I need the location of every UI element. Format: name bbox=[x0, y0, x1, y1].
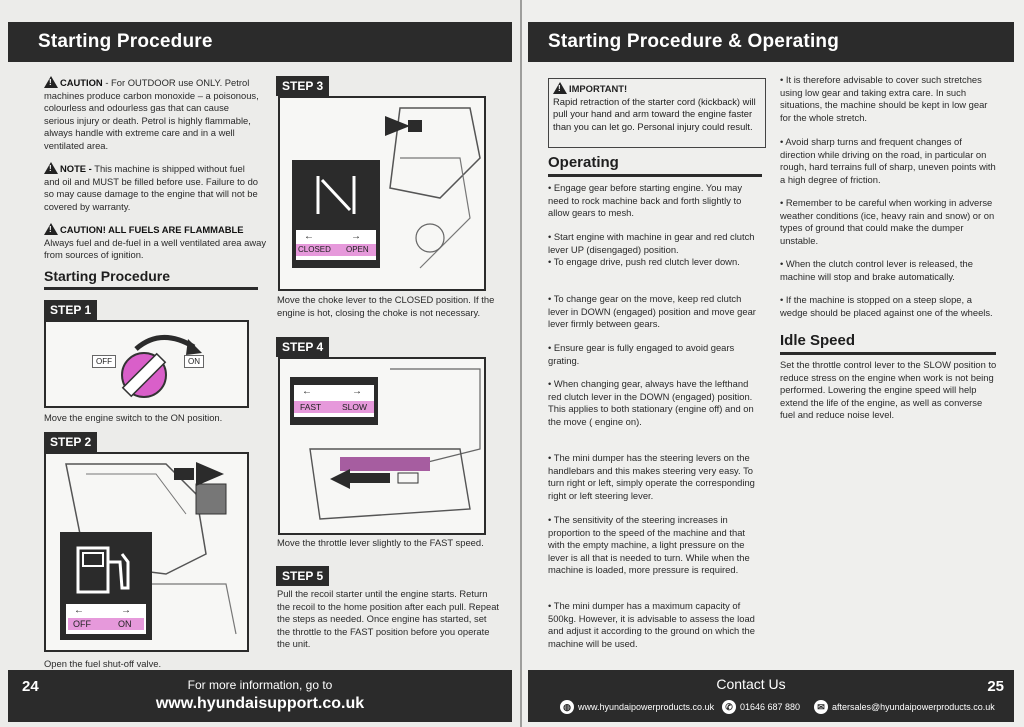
on-label: ON bbox=[184, 355, 204, 368]
step5-caption: Pull the recoil starter until the engine starts. Return the recoil to the home position after each pull. Repeat the steps as needed. Once engine has started, set the throttle to the FAST position before you operate the unit. bbox=[277, 588, 500, 649]
website-contact[interactable] bbox=[560, 700, 714, 714]
step3-figure bbox=[278, 96, 486, 291]
fuel-caution-block bbox=[44, 223, 266, 262]
operating-bullet-5: • When changing gear, always have the lefthand red clutch lever in the DOWN (engaged) position. This applies to both stationary (engine off) and on the move ( engine on). bbox=[548, 378, 754, 427]
off-label: OFF bbox=[92, 355, 116, 368]
warning-icon bbox=[44, 76, 58, 88]
idle-speed-title: Idle Speed bbox=[780, 332, 856, 349]
step4-label: STEP 4 bbox=[276, 337, 329, 357]
support-link[interactable]: www.hyundaisupport.co.uk bbox=[155, 695, 365, 712]
col2-bullet-2: • Avoid sharp turns and frequent changes of direction while driving on the road, in particular on rough, hard terrains full of sharp, uneven points with a high degree of friction. bbox=[780, 136, 996, 185]
website-link[interactable]: www.hyundaipowerproducts.co.uk bbox=[578, 702, 715, 712]
col2-bullet-3: • Remember to be careful when working in adverse weather conditions (ice, heavy rain and snow) or on types of ground that could make the dumper unstable. bbox=[780, 197, 995, 246]
fast-label: FAST bbox=[300, 402, 322, 412]
fuel-caution-text: Always fuel and de-fuel in a well ventilated area away from sources of ignition. bbox=[44, 236, 267, 260]
idle-speed-text: Set the throttle control lever to the SLOW position to reduce stress on the engine when work is not being performed. Lowering the engine speed will help extend the life of the engine, as well as converse fuel and reduce noise level. bbox=[780, 359, 997, 420]
step2-label: STEP 2 bbox=[44, 432, 97, 452]
caution-heading: CAUTION bbox=[60, 77, 103, 88]
important-box bbox=[548, 78, 766, 148]
warning-icon bbox=[44, 223, 58, 235]
fuel-valve-label-panel bbox=[66, 604, 146, 634]
footer-info-text: For more information, go to bbox=[187, 678, 333, 692]
caution-block bbox=[44, 76, 259, 152]
operating-bullet-7: • The sensitivity of the steering increases in proportion to the speed of the machine and that with the empty machine, a light pressure on the lever is all that is needed to turn. While when the machine is loaded, more pressure is required. bbox=[548, 514, 750, 575]
arrow-left-icon: ← bbox=[74, 605, 84, 616]
note-text: This machine is shipped without fuel and oil and MUST be filled before use. Failure to do so may cause damage to the engine that will not be covered by warranty. bbox=[44, 163, 259, 212]
caution-text: - For OUTDOOR use ONLY. Petrol machines produce carbon monoxide – a poisonous, colourless and odourless gas that can cause serious injury or death. Petrol is highly flammable, always handle with extreme care and in a well ventilated area. bbox=[44, 77, 259, 151]
phone-contact[interactable] bbox=[722, 700, 800, 714]
fuel-caution-heading: CAUTION! ALL FUELS ARE FLAMMABLE bbox=[60, 224, 244, 235]
step1-label: STEP 1 bbox=[44, 300, 97, 320]
right-footer-bar bbox=[528, 670, 1014, 722]
right-title-bar bbox=[528, 22, 1014, 62]
warning-icon bbox=[44, 162, 58, 174]
choke-label-panel bbox=[296, 230, 376, 260]
globe-icon: ◍ bbox=[560, 700, 574, 714]
arrow-left-icon: ← bbox=[302, 386, 312, 397]
arrow-right-icon: → bbox=[352, 386, 362, 397]
email-icon: ✉ bbox=[814, 700, 828, 714]
section-rule bbox=[44, 287, 258, 290]
arrow-right-icon: → bbox=[121, 605, 131, 616]
important-text: Rapid retraction of the starter cord (kickback) will pull your hand and arm toward the engine faster than you can let go. Personal injury could result. bbox=[553, 95, 756, 132]
email-contact[interactable] bbox=[814, 700, 995, 714]
on-label: ON bbox=[118, 619, 132, 629]
note-heading: NOTE - bbox=[60, 163, 92, 174]
left-page-title: Starting Procedure bbox=[38, 31, 213, 52]
step2-figure bbox=[44, 452, 249, 652]
step1-caption: Move the engine switch to the ON position. bbox=[44, 412, 223, 423]
page-number: 25 bbox=[987, 678, 1004, 695]
section-title: Starting Procedure bbox=[44, 268, 171, 284]
step2-caption: Open the fuel shut-off valve. bbox=[44, 658, 162, 669]
operating-bullet-3: • To change gear on the move, keep red clutch lever in DOWN (engaged) position and move gear lever firmly between gears. bbox=[548, 293, 756, 329]
throttle-label-panel bbox=[294, 385, 374, 417]
operating-title: Operating bbox=[548, 154, 619, 171]
engine-switch-icon bbox=[106, 327, 216, 405]
contact-title: Contact Us bbox=[716, 676, 786, 692]
phone-number[interactable]: 01646 687 880 bbox=[740, 702, 801, 712]
email-link[interactable]: aftersales@hyundaipowerproducts.co.uk bbox=[832, 702, 995, 712]
step5-label: STEP 5 bbox=[276, 566, 329, 586]
arrow-left-icon: ← bbox=[304, 231, 314, 242]
phone-icon: ✆ bbox=[722, 700, 736, 714]
off-label: OFF bbox=[73, 619, 91, 629]
col2-bullet-5: • If the machine is stopped on a steep slope, a wedge should be placed against one of the wheels. bbox=[780, 294, 993, 318]
operating-bullet-1: • Engage gear before starting engine. You may need to rock machine back and forth slightly to allow gears to mesh. bbox=[548, 182, 743, 218]
operating-bullet-4: • Ensure gear is fully engaged to avoid gears grating. bbox=[548, 342, 735, 366]
step4-figure bbox=[278, 357, 486, 535]
col2-bullet-1: • It is therefore advisable to cover such stretches using low gear and taking extra care. In such situations, the machine should be kept in low gear for the whole stretch. bbox=[780, 74, 988, 123]
operating-bullet-2: • Start engine with machine in gear and red clutch lever UP (disengaged) position. • To engage drive, push red clutch lever down. bbox=[548, 231, 755, 267]
page-number: 24 bbox=[22, 678, 39, 695]
arrow-right-icon: → bbox=[351, 231, 361, 242]
idle-speed-rule bbox=[780, 352, 996, 355]
step3-caption: Move the choke lever to the CLOSED position. If the engine is hot, closing the choke is not necessary. bbox=[277, 294, 495, 318]
step1-figure bbox=[44, 320, 249, 408]
fuel-pump-icon bbox=[68, 542, 144, 600]
right-page bbox=[522, 0, 1024, 727]
left-footer-bar bbox=[8, 670, 512, 722]
throttle-icon-panel bbox=[290, 377, 378, 425]
fuel-icon-panel bbox=[60, 532, 152, 640]
important-heading: IMPORTANT! bbox=[569, 83, 628, 94]
choke-icon-panel bbox=[292, 160, 380, 268]
step4-caption: Move the throttle lever slightly to the FAST speed. bbox=[277, 537, 484, 548]
warning-icon bbox=[553, 82, 567, 94]
operating-rule bbox=[548, 174, 762, 177]
closed-label: CLOSED bbox=[298, 245, 331, 254]
operating-bullet-6: • The mini dumper has the steering levers on the handlebars and this makes steering very easy. To turn right or left, simply operate the corresponding right or left steering lever. bbox=[548, 452, 755, 501]
operating-bullet-8: • The mini dumper has a maximum capacity of 500kg. However, it is advisable to assess the load and adjust it according to the ground on which the machine will be used. bbox=[548, 600, 755, 649]
note-block bbox=[44, 162, 259, 213]
slow-label: SLOW bbox=[342, 402, 368, 412]
step3-label: STEP 3 bbox=[276, 76, 329, 96]
right-page-title: Starting Procedure & Operating bbox=[548, 31, 840, 52]
choke-icon bbox=[306, 170, 366, 220]
open-label: OPEN bbox=[346, 245, 369, 254]
left-title-bar bbox=[8, 22, 512, 62]
col2-bullet-4: • When the clutch control lever is released, the machine will stop and brake automatically. bbox=[780, 258, 973, 282]
